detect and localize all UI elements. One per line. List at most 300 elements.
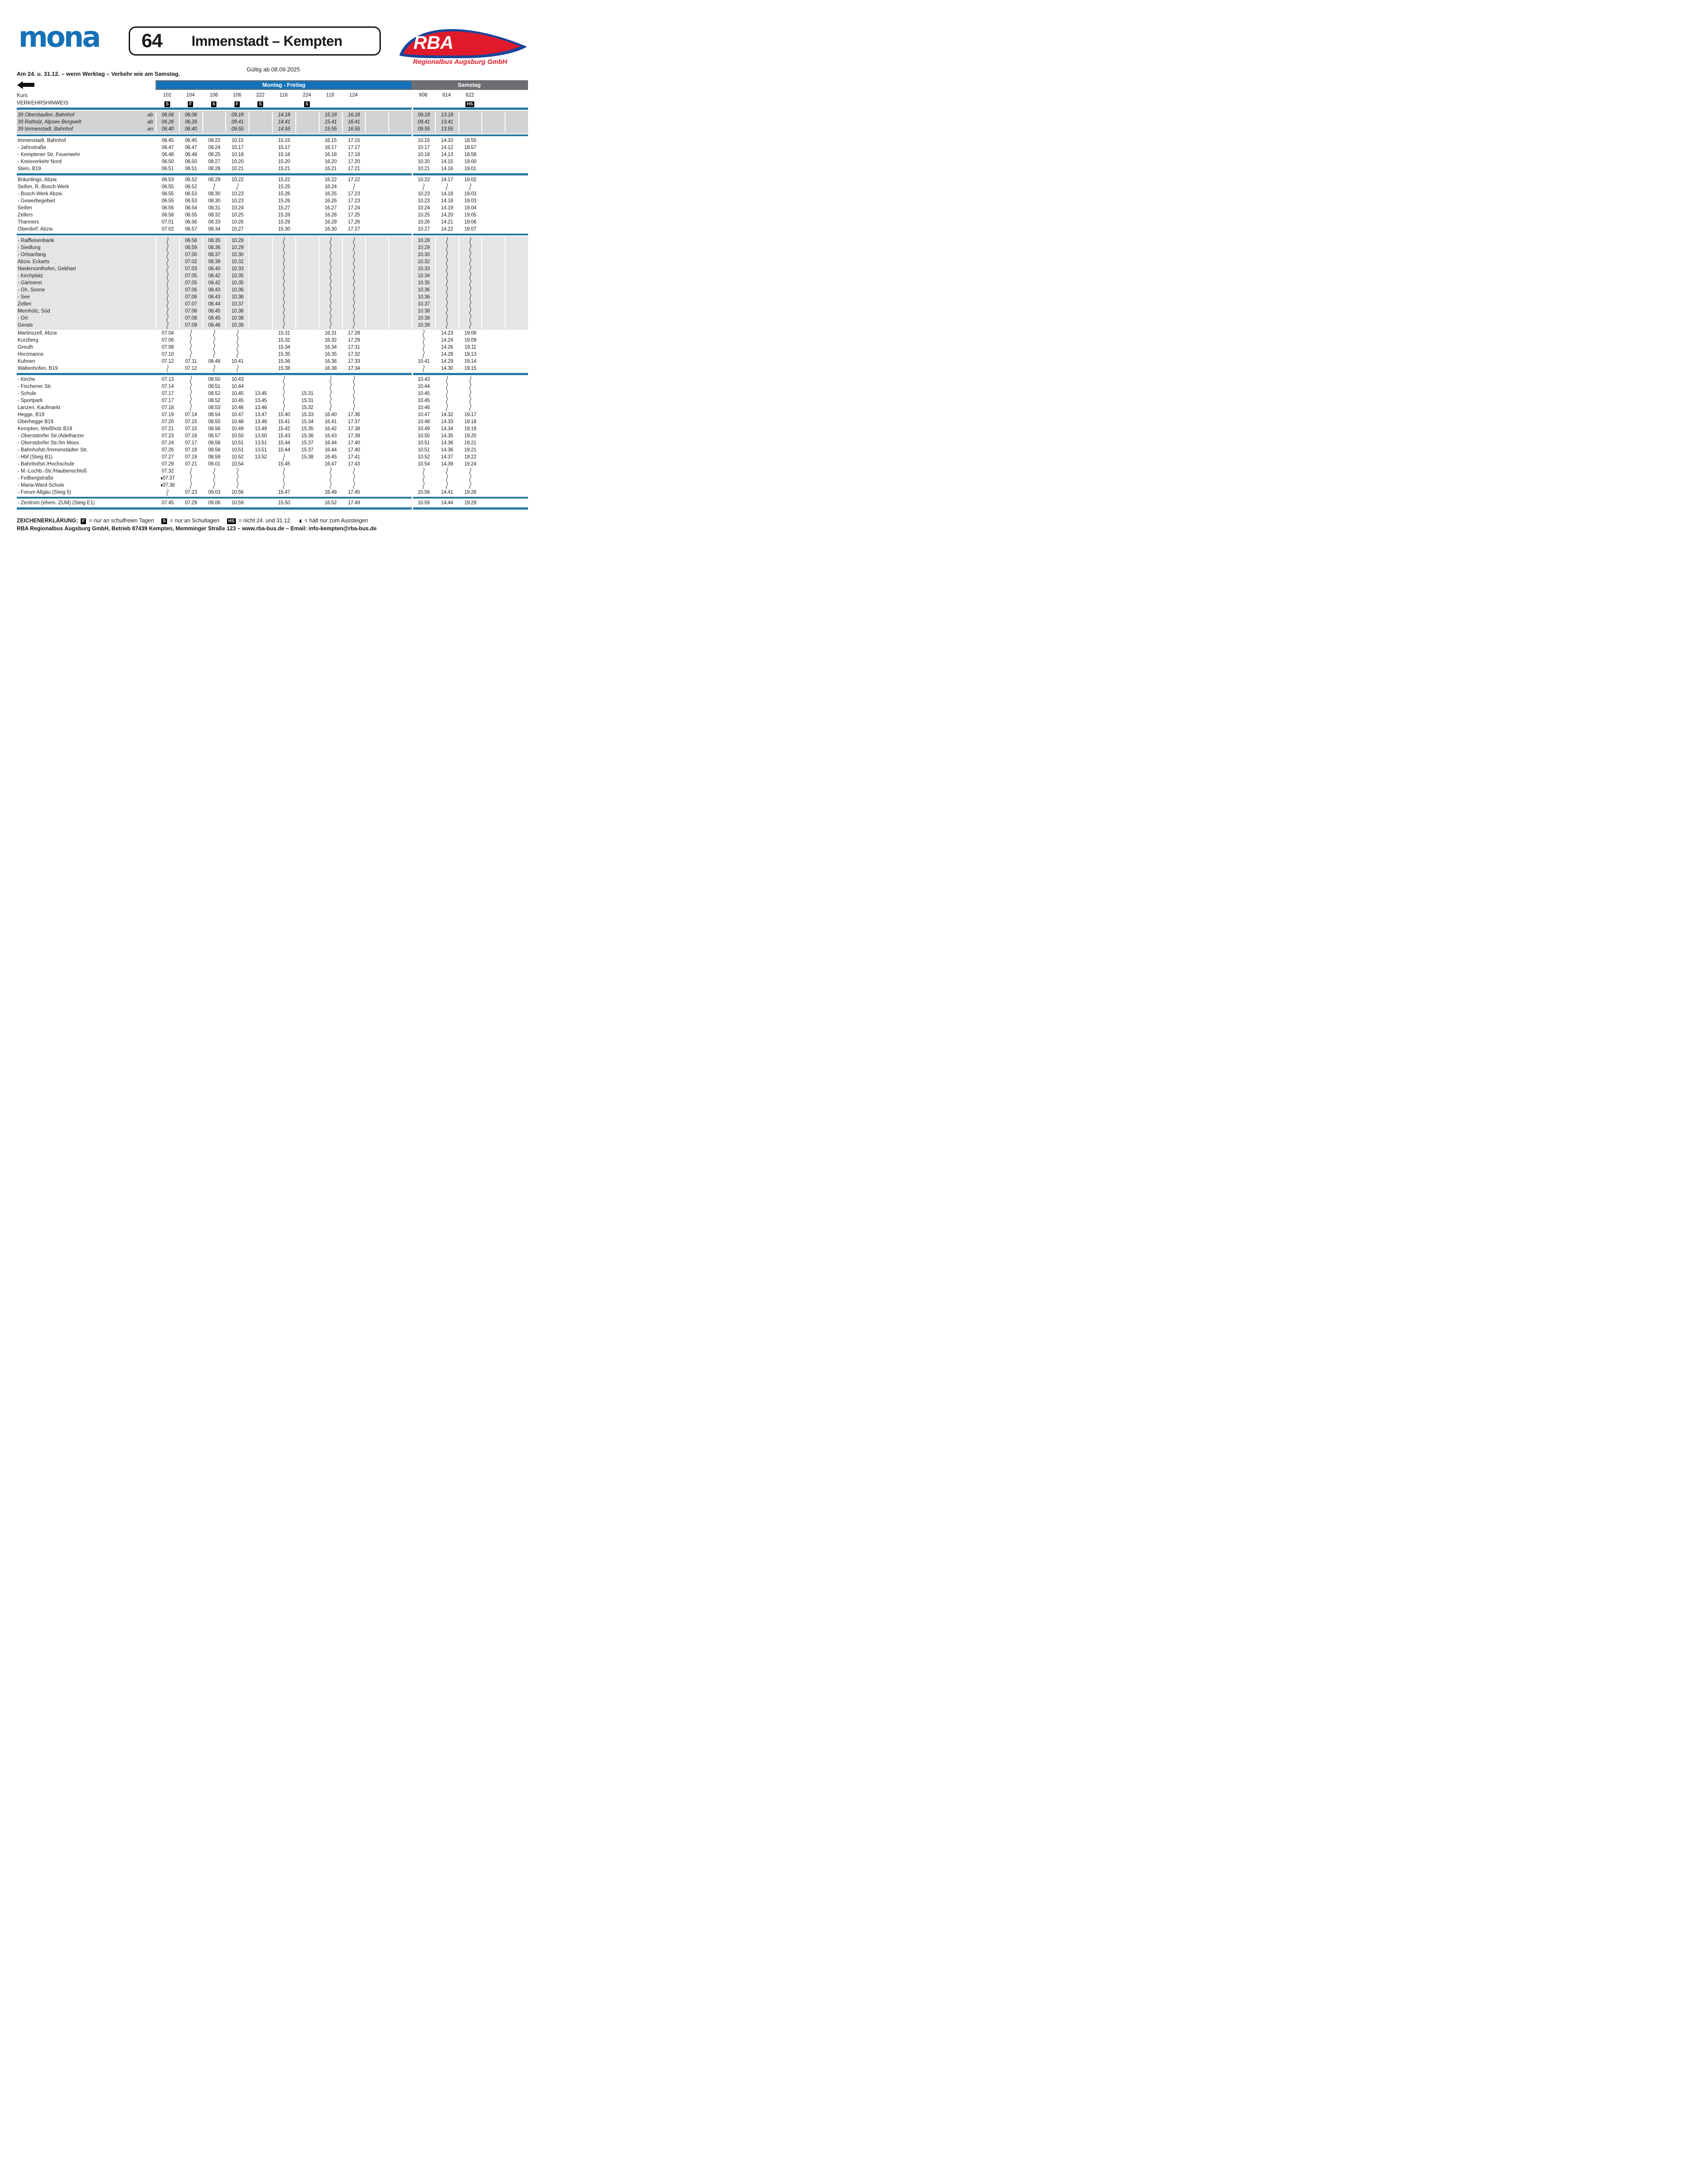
time-cell: 16.34 [324,345,337,350]
time-cell [505,258,528,265]
time-cell: 10.36 [412,294,435,301]
skip-wave-icon [165,308,170,315]
left-arrow-icon [23,83,34,87]
time-cell [481,418,505,425]
symbol-badge: F [188,101,193,107]
time-cell: 10.45 [417,398,430,403]
time-cell [481,315,505,322]
time-cell [505,351,528,358]
symbol-badge: S [304,101,310,107]
symbol-badge: S [161,518,167,524]
time-cell: 10.26 [417,219,430,225]
time-cell [458,244,482,251]
time-cell: 07.23 [161,433,174,439]
timetable-page [0,0,547,698]
section-rule [17,108,528,110]
time-cell: 08.52 [208,391,220,396]
time-cell: 14.16 [441,166,453,171]
time-cell: 15.29 [278,219,290,225]
table-row [17,308,528,315]
time-cell [272,397,295,404]
time-cell: 16.43 [324,433,337,439]
skip-wave-icon [445,294,449,301]
skip-wave-icon [282,390,286,397]
skip-wave-icon [468,482,473,489]
time-cell [365,404,388,411]
time-cell: 14.12 [441,145,453,150]
time-cell [249,190,272,197]
time-cell [505,176,528,183]
time-cell: 10.43 [231,376,244,382]
time-cell [272,237,295,244]
time-cell [435,322,458,329]
skip-wave-icon [468,315,473,322]
time-cell [249,205,272,212]
skip-wave-icon [282,237,286,244]
verkehrshinweis-cell [388,100,412,108]
time-cell [342,390,365,397]
time-cell: 19.26 [464,489,476,495]
time-cell [388,390,412,397]
table-row [17,404,528,411]
verkehrshinweis-cell [435,100,458,108]
time-cell: 10.24 [417,205,430,211]
time-cell: 14.55 [272,126,295,133]
time-cell: 08.59 [208,454,220,460]
time-cell: 16.25 [324,191,337,197]
time-cell [365,447,388,454]
time-cell: 06.48 [161,152,174,157]
time-cell: 10.21 [417,166,430,171]
time-cell [435,301,458,308]
timetable [17,80,528,510]
time-cell: 10.47 [231,412,244,417]
time-cell: 10.36 [225,287,249,294]
time-cell [505,418,528,425]
time-cell: 08.32 [208,212,220,218]
time-cell [295,272,319,279]
time-cell [295,322,319,329]
day-group-sa: Samstag [458,82,481,88]
time-cell [458,251,482,258]
exit-only-icon: ◖ [299,518,302,524]
time-cell: 10.41 [417,359,430,364]
time-cell [249,322,272,329]
stop-name: Hegge, B19 [18,412,45,417]
time-cell: 06.40 [179,126,202,133]
time-cell: 07.14 [161,384,174,389]
time-cell: 07.16 [185,433,197,439]
time-cell [505,265,528,272]
time-cell [388,151,412,158]
skip-wave-icon [212,351,216,358]
skip-wave-icon [352,475,356,482]
time-cell [388,205,412,212]
stop-name: - Bosch-Werk Abzw. [18,191,63,197]
ab-an-tag: ab [147,112,153,118]
time-cell: 07.10 [161,352,174,357]
time-cell: 08.43 [202,294,226,301]
time-cell [249,226,272,233]
time-cell [156,489,179,496]
time-cell [295,226,319,233]
time-cell [365,489,388,496]
skip-wave-icon [445,383,449,390]
time-cell: 14.36 [441,440,453,446]
skip-wave-icon [468,308,473,315]
footer-line: RBA Regionalbus Augsburg GmbH, Betrieb 87439 Kempten, Memminger Straße 123 – www.rba-bus.de – Email: info-kempten@rba-bus.de [17,525,377,532]
skip-wave-icon [165,279,170,287]
time-cell: 15.28 [278,212,290,218]
time-cell [505,308,528,315]
time-cell [481,390,505,397]
time-cell: 08.25 [208,152,220,157]
table-row [17,351,528,358]
time-cell [505,454,528,461]
time-cell [481,251,505,258]
time-cell [365,119,388,126]
time-cell: 15.21 [278,166,290,171]
time-cell [295,358,319,365]
time-cell: 16.15 [324,138,337,143]
skip-wave-icon [352,258,356,265]
time-cell: 08.37 [202,251,226,258]
skip-wave-icon [282,244,286,251]
stop-name: 39 Ratholz, Alpsee Bergwelt ab [17,119,156,126]
time-cell [295,158,319,165]
time-cell [365,265,388,272]
skip-wave-icon [352,482,356,489]
time-cell [505,126,528,133]
time-cell: 14.17 [441,177,453,182]
time-cell [481,183,505,190]
time-cell: 16.20 [324,159,337,164]
time-cell [365,244,388,251]
time-cell: 06.59 [179,244,202,251]
time-cell [388,287,412,294]
time-cell: 10.56 [417,489,430,495]
stop-name: - Sportpark [18,398,43,403]
skip-wave-icon [468,287,473,294]
skip-wave-icon [282,315,286,322]
time-cell: 14.26 [441,345,453,350]
time-cell [295,468,319,475]
verkehrshinweis-cell [412,100,435,108]
time-cell: 18.57 [464,145,476,150]
time-cell: 08.52 [208,398,220,403]
stop-name: Abzw. Eckarts [18,259,50,264]
time-cell: 10.43 [417,376,430,382]
time-cell: 10.26 [231,219,244,225]
time-cell: 06.52 [185,177,197,182]
skip-wave-icon [328,322,333,329]
time-cell [435,265,458,272]
table-row [17,265,528,272]
time-cell: 07.05 [179,279,202,287]
time-cell [319,404,342,411]
table-row [17,158,528,165]
kurs-label: Kurs [17,92,28,98]
time-cell [342,322,365,329]
time-cell [342,183,365,190]
table-row [17,499,528,506]
stop-name: Kuhnen [18,359,35,364]
time-cell [295,376,319,383]
time-cell: 07.06 [161,338,174,343]
symbol-badge: HS [227,518,236,524]
time-cell [435,390,458,397]
time-cell: 10.17 [231,145,244,150]
table-row [17,425,528,432]
time-cell: 19.07 [464,226,476,232]
time-cell [249,301,272,308]
kurs-number: 104 [186,93,195,98]
time-cell: 10.38 [225,315,249,322]
time-cell [458,237,482,244]
skip-wave-icon [352,322,356,329]
time-cell [505,287,528,294]
time-cell [365,144,388,151]
time-cell: 16.21 [324,166,337,171]
time-cell: 16.41 [342,119,365,126]
stop-block [17,236,528,330]
time-cell [481,265,505,272]
time-cell [365,190,388,197]
time-cell [249,351,272,358]
time-cell [365,126,388,133]
rba-caption: Regionalbus Augsburg GmbH [413,58,507,65]
skip-wave-icon [445,279,449,287]
time-cell [295,265,319,272]
time-cell [458,308,482,315]
time-cell: 17.18 [348,152,360,157]
time-cell: 08.36 [202,244,226,251]
time-cell [505,190,528,197]
time-cell: 06.26 [179,119,202,126]
time-cell: 10.28 [225,237,249,244]
time-cell [388,212,412,219]
time-cell: ◖07.38 [160,482,175,488]
skip-wave-icon [468,383,473,390]
time-cell: 19.17 [464,412,476,417]
time-cell: 08.57 [208,433,220,439]
stop-name: 39 Immenstadt, Bahnhof an [17,126,156,133]
time-cell [458,475,482,482]
time-cell [365,315,388,322]
stop-block [17,330,528,372]
time-cell: 15.44 [278,447,290,453]
time-cell: 07.19 [161,412,174,417]
time-cell: 14.44 [441,500,453,506]
skip-wave-icon [468,322,473,329]
time-cell: 07.08 [161,345,174,350]
skip-wave-icon [189,344,193,351]
skip-wave-icon [165,258,170,265]
skip-wave-icon [165,251,170,258]
time-cell: 06.45 [185,138,197,143]
time-cell [388,404,412,411]
time-cell [202,119,226,126]
timetable-body [17,108,528,510]
time-cell [505,330,528,337]
symbol-badge: S [257,101,263,107]
skip-wave-icon [352,294,356,301]
skip-wave-icon [445,475,449,482]
time-cell: 15.55 [319,126,342,133]
skip-wave-icon [468,376,473,383]
skip-wave-icon [445,251,449,258]
section-rule [17,507,528,510]
skip-wave-icon [468,183,473,190]
skip-wave-icon [328,301,333,308]
time-cell: 07.05 [179,272,202,279]
skip-wave-icon [328,390,333,397]
time-cell: 08.40 [202,265,226,272]
verkehrshinweis-cell [156,100,179,108]
time-cell [505,499,528,506]
time-cell: 10.38 [225,308,249,315]
time-cell [365,251,388,258]
time-cell: 08.22 [208,138,220,143]
time-cell: 10.22 [231,177,244,182]
time-cell: 07.01 [161,219,174,225]
time-cell: 07.02 [179,258,202,265]
table-row [17,468,528,475]
time-cell: 15.27 [278,205,290,211]
time-cell: 07.29 [185,500,197,506]
symbol-badge: S [211,101,217,107]
time-cell: 07.07 [179,301,202,308]
time-cell: 09.01 [208,461,220,467]
time-cell: 06.57 [185,226,197,232]
time-cell: 09.55 [225,126,249,133]
table-row [17,337,528,344]
time-cell [505,383,528,390]
time-cell [225,337,249,344]
skip-wave-icon [328,287,333,294]
time-cell [481,322,505,329]
time-cell [505,144,528,151]
table-row [17,461,528,468]
time-cell [481,119,505,126]
skip-wave-icon [352,376,356,383]
time-cell [481,351,505,358]
time-cell [388,165,412,172]
skip-wave-icon [212,183,216,190]
time-cell [481,330,505,337]
time-cell [505,482,528,489]
time-cell: 19.01 [464,166,476,171]
time-cell [388,272,412,279]
time-cell: 16.26 [324,198,337,204]
time-cell [295,251,319,258]
rba-swoosh-icon [397,20,529,65]
time-cell: 14.15 [441,159,453,164]
time-cell [365,258,388,265]
time-cell: 16.52 [324,500,337,506]
time-cell: 17.37 [348,419,360,424]
time-cell [505,475,528,482]
time-cell: 08.56 [208,426,220,432]
time-cell: 09.03 [208,489,220,495]
time-cell: 10.46 [417,405,430,410]
time-cell [249,219,272,226]
time-cell: 10.45 [417,391,430,396]
time-cell: 07.12 [185,366,197,371]
table-row [17,137,528,144]
time-cell: 16.30 [324,226,337,232]
time-cell [342,475,365,482]
time-cell: 10.46 [231,405,244,410]
time-cell [179,404,202,411]
time-cell: 19.21 [464,440,476,446]
time-cell: 07.18 [185,447,197,453]
skip-wave-icon [445,258,449,265]
time-cell [505,390,528,397]
time-cell [365,365,388,372]
skip-wave-icon [282,468,286,475]
skip-wave-icon [235,475,240,482]
skip-wave-icon [165,315,170,322]
skip-wave-icon [352,287,356,294]
mona-logo: mona [19,21,100,54]
time-cell [365,358,388,365]
skip-wave-icon [352,308,356,315]
day-group-mf: Montag - Freitag [156,81,411,89]
stop-name: - See [18,294,30,300]
time-cell: 06.51 [185,166,197,171]
time-cell: 15.15 [278,138,290,143]
stop-name: - Maria-Ward-Schule [18,482,64,488]
time-cell: 10.33 [225,265,249,272]
time-cell [365,205,388,212]
time-cell [388,454,412,461]
time-cell [388,425,412,432]
legend-item: F = nur an schulfreien Tagen [79,518,154,524]
stop-name: - Kreisverkehr Nord [18,159,62,164]
stop-name: - Kirchplatz [18,273,43,279]
time-cell [505,279,528,287]
time-cell [388,219,412,226]
symbol-badge: HS [465,101,474,107]
time-cell [458,183,482,190]
time-cell [225,344,249,351]
skip-wave-icon [282,482,286,489]
time-cell [412,351,435,358]
time-cell: 16.44 [324,440,337,446]
time-cell [505,151,528,158]
time-cell: 14.34 [441,426,453,432]
verkehrshinweis-cell [272,100,295,108]
time-cell [435,258,458,265]
time-cell [435,482,458,489]
time-cell [412,344,435,351]
kurs-number: 106 [233,93,242,98]
time-cell: 17.36 [348,412,360,417]
verkehrshinweis-cell [458,100,482,108]
time-cell: 15.31 [301,391,313,396]
time-cell [435,244,458,251]
kurs-number: 614 [442,93,451,98]
service-note: Am 24. u. 31.12. – wenn Werktag – Verkehr wie am Samstag. [17,71,180,77]
time-cell [388,322,412,329]
table-row [17,358,528,365]
kurs-number: 222 [256,93,265,98]
skip-wave-icon [235,330,240,337]
skip-wave-icon [328,475,333,482]
time-cell [295,308,319,315]
time-cell: 07.11 [185,359,197,364]
